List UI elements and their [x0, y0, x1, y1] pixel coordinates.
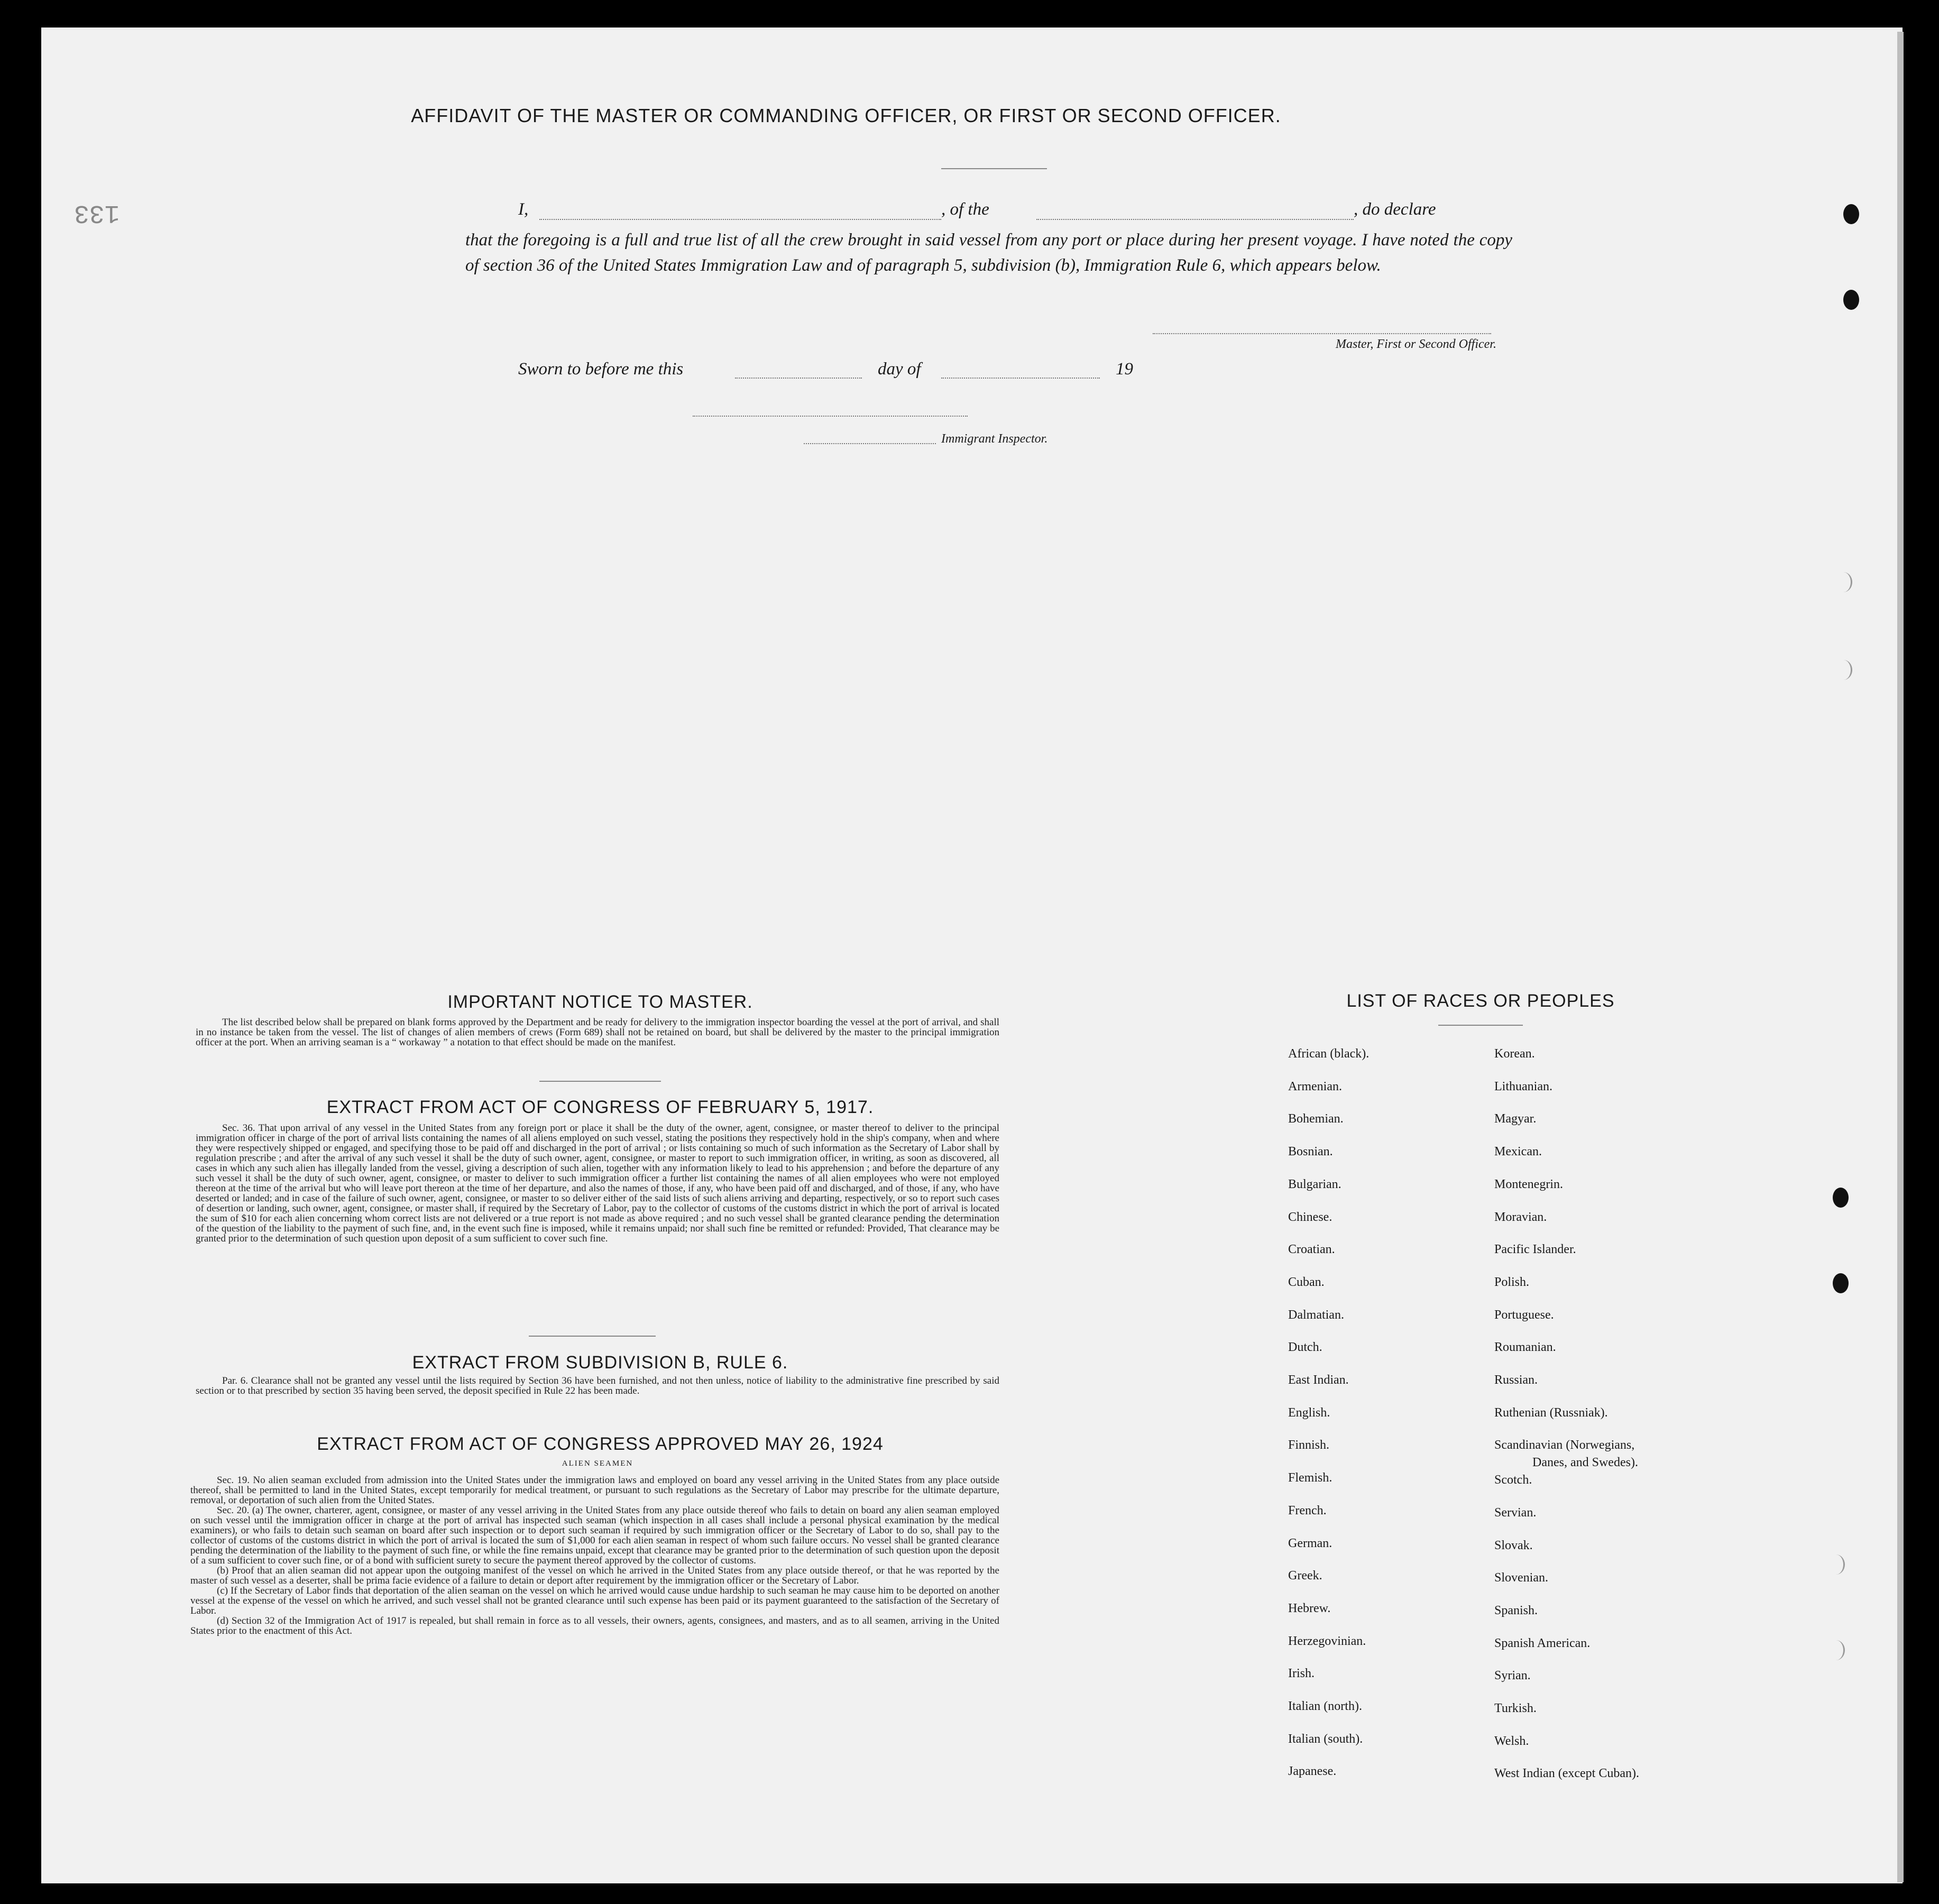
binder-hole-1	[1843, 204, 1859, 224]
binder-hole-3	[1835, 572, 1852, 592]
race-item: West Indian (except Cuban).	[1494, 1767, 1639, 1781]
race-item: Scandinavian (Norwegians,	[1494, 1438, 1635, 1452]
notice-paragraph: The list described below shall be prepared on blank forms approved by the Department and be ready for delivery to the immigration inspector boarding the vessel at the port of arrival, and shall in no instance be taken from the vessel. The list of changes of alien members of crews (Form 689) shall not be retained on board, but shall be delivered by the master to the principal immigration officer at the port. When an arriving seaman is a “ workaway ” a notation to that effect should be made on the manifest.	[196, 1017, 999, 1048]
race-item: Moravian.	[1494, 1210, 1547, 1224]
race-item: Polish.	[1494, 1275, 1530, 1289]
race-item: Italian (south).	[1288, 1732, 1363, 1746]
page-edge	[1897, 32, 1904, 1882]
race-item: Slovenian.	[1494, 1571, 1548, 1585]
notice-rule	[539, 1081, 661, 1082]
sworn-row	[518, 360, 1153, 385]
margin-number: 133	[74, 198, 120, 227]
extract-1917-rule	[529, 1336, 656, 1337]
race-item: Finnish.	[1288, 1438, 1330, 1452]
sec-20d-paragraph: (d) Section 32 of the Immigration Act of 1917 is repealed, but shall remain in force as to all vessels, their owners, agents, consignees, and masters, and as to all seamen, arriving in the United States prior to the enactment of this Act.	[190, 1615, 999, 1636]
binder-hole-4	[1835, 660, 1852, 680]
race-item: Pacific Islander.	[1494, 1243, 1576, 1257]
alien-seamen-subtitle: ALIEN SEAMEN	[562, 1459, 633, 1468]
inspector-caption: Immigrant Inspector.	[941, 432, 1048, 446]
race-item: Spanish.	[1494, 1603, 1538, 1617]
race-item: Syrian.	[1494, 1669, 1531, 1683]
race-item: Turkish.	[1494, 1701, 1537, 1715]
officer-signature-field[interactable]	[1153, 333, 1491, 334]
sworn-text: Sworn to before me this	[518, 360, 684, 379]
race-item: Italian (north).	[1288, 1699, 1362, 1713]
vessel-name-field[interactable]	[1036, 219, 1354, 220]
race-item: Slovak.	[1494, 1538, 1533, 1552]
sec-20c-paragraph: (c) If the Secretary of Labor finds that deportation of the alien seaman on the vessel on which he arrived would cause undue hardship to such seaman he may cause him to be deported on another vessel at the expense of the vessel on which he arrived, and such vessel shall not be granted clearance until such expense has been paid or its payment guaranteed to the satisfaction of the Secretary of Labor.	[190, 1585, 999, 1616]
sec-20a-paragraph: Sec. 20. (a) The owner, charterer, agent, consignee, or master of any vessel arriving in the United States from any place outside thereof who fails to detain on board any alien seaman employed on such vessel until the immigration officer in charge at the port of arrival has inspected such seaman (which inspection in all cases shall include a personal physical examination by the medical examiners), or who fails to detain such seaman on board after such inspection or to deport such seaman if required by such immigration officer or the Secretary of Labor to do so, shall pay to the collector of customs of the customs district in which the port of arrival is located the sum of $1,000 for each alien seaman in respect of whom such failure occurs. No vessel shall be granted clearance pending the determination of the liability to the payment of such fine, or while the fine remains unpaid, except that clearance may be granted prior to the determination of such question upon the deposit of a sum sufficient to cover such fine, or of a bond with sufficient surety to secure the payment thereof approved by the collector of customs.	[190, 1505, 999, 1566]
race-item: Flemish.	[1288, 1471, 1333, 1485]
race-item: Armenian.	[1288, 1079, 1342, 1093]
inspector-signature-field[interactable]	[804, 443, 936, 444]
race-item: Bohemian.	[1288, 1112, 1344, 1126]
race-item: Spanish American.	[1494, 1636, 1591, 1650]
affidavit-do-declare: , do declare	[1354, 200, 1436, 219]
affidavit-declaration-line	[476, 200, 1512, 225]
race-item: Dutch.	[1288, 1340, 1322, 1355]
race-item: Servian.	[1494, 1505, 1537, 1520]
affidavit-i: I,	[518, 200, 529, 219]
notice-text	[196, 1017, 999, 1047]
race-item: French.	[1288, 1503, 1327, 1517]
sworn-day-field[interactable]	[735, 378, 862, 379]
extract-1917-paragraph: Sec. 36. That upon arrival of any vessel in the United States from any foreign port or place it shall be the duty of the owner, agent, consignee, or master thereof to deliver to the principal immigration officer in charge of the port of arrival lists containing the names of all aliens employed on such vessel, stating the positions they respectively hold in the ship's company, when and where they were respectively shipped or engaged, and specifying those to be paid off and discharged in the port of arrival ; or lists containing so much of such information as the Secretary of Labor shall by regulation prescribe ; and after the arrival of any such vessel it shall be the duty of such owner, agent, consignee, or master to report to such immigration officer, in writing, as soon as discovered, all cases in which any such alien has illegally landed from the vessel, giving a description of such alien, together with any information likely to lead to his apprehension ; and before the departure of any such vessel it shall be the duty of such owner, agent, consignee, or master to deliver to such immigration officer a further list containing the names of all alien employees who were not employed thereon at the time of the arrival but who will leave port thereon at the time of her departure, and also the names of those, if any, who have been paid off and discharged, and of those, if any, who have deserted or landed; and in case of the failure of such owner, agent, consignee, or master to so deliver either of the said lists of such aliens arriving and departing, respectively, or so to report such cases of desertion or landing, such owner, agent, consignee, or master shall, if required by the Secretary of Labor, pay to the collector of customs of the customs district in which the port of arrival is located the sum of $10 for each alien concerning whom correct lists are not delivered or a true report is not made as above required ; and no such vessel shall be granted clearance pending the determination of the question of the liability to the payment of such fine, and, in the event such fine is imposed, while it remains unpaid; nor shall such fine be remitted or refunded: Provided, That clearance may be granted prior to the determination of such question upon deposit of a sum sufficient to cover such fine.	[196, 1123, 999, 1244]
race-item: East Indian.	[1288, 1373, 1349, 1387]
day-of-text: day of	[878, 360, 921, 379]
race-item: Chinese.	[1288, 1210, 1333, 1224]
race-item: Croatian.	[1288, 1243, 1335, 1257]
year-prefix: 19	[1116, 360, 1133, 379]
binder-hole-2	[1843, 290, 1859, 310]
race-item: Mexican.	[1494, 1145, 1542, 1159]
binder-hole-8	[1827, 1640, 1845, 1660]
race-item: Irish.	[1288, 1667, 1315, 1681]
race-item: Cuban.	[1288, 1275, 1325, 1289]
race-continuation: Danes, and Swedes).	[1532, 1456, 1638, 1469]
sec-19-paragraph: Sec. 19. No alien seaman excluded from admission into the United States under the immigration laws and employed on board any vessel arriving in the United States from any place outside thereof, shall be permitted to land in the United States, except temporarily for medical treatment, or pursuant to such regulations as the Secretary of Labor may prescribe for the ultimate departure, removal, or deportation of such alien from the United States.	[190, 1475, 999, 1506]
master-name-field[interactable]	[539, 219, 941, 220]
sworn-month-field[interactable]	[941, 378, 1100, 379]
race-item: Japanese.	[1288, 1764, 1337, 1779]
races-rule	[1438, 1025, 1523, 1026]
race-item: Greek.	[1288, 1569, 1322, 1583]
race-item: Russian.	[1494, 1373, 1538, 1387]
extract-1917-title: EXTRACT FROM ACT OF CONGRESS OF FEBRUARY 5, 1917.	[326, 1097, 874, 1117]
affidavit-title-rule	[941, 168, 1047, 169]
race-item: Korean.	[1494, 1047, 1535, 1061]
binder-hole-6	[1833, 1273, 1849, 1293]
extract-rule6-title: EXTRACT FROM SUBDIVISION B, RULE 6.	[412, 1353, 788, 1373]
extract-1924-text	[190, 1475, 999, 1636]
race-item: Portuguese.	[1494, 1308, 1554, 1322]
race-item: English.	[1288, 1405, 1330, 1420]
race-item: Montenegrin.	[1494, 1177, 1563, 1191]
race-item: African (black).	[1288, 1047, 1370, 1061]
affidavit-title: AFFIDAVIT OF THE MASTER OR COMMANDING OFFICER, OR FIRST OR SECOND OFFICER.	[411, 105, 1281, 126]
race-item: German.	[1288, 1536, 1333, 1550]
race-item: Ruthenian (Russniak).	[1494, 1405, 1608, 1420]
extract-1917-text	[196, 1123, 999, 1244]
race-item: Bosnian.	[1288, 1145, 1333, 1159]
race-item: Magyar.	[1494, 1112, 1537, 1126]
sec-20b-paragraph: (b) Proof that an alien seaman did not appear upon the outgoing manifest of the vessel on which he arrived in the United States from any place outside thereof, or that he was reported by the master of such vessel as a deserter, shall be prima facie evidence of a failure to detain or deport after requirement by the immigration officer or the Secretary of Labor.	[190, 1565, 999, 1586]
race-item: Welsh.	[1494, 1734, 1529, 1748]
extract-rule6-paragraph: Par. 6. Clearance shall not be granted any vessel until the lists required by Section 36 have been furnished, and not then unless, notice of liability to the administrative fine prescribed by said section or to that prescribed by section 35 having been served, the deposit specified in Rule 22 has been made.	[196, 1375, 999, 1396]
race-item: Herzegovinian.	[1288, 1634, 1366, 1648]
notice-title: IMPORTANT NOTICE TO MASTER.	[447, 992, 753, 1012]
signature-caption: Master, First or Second Officer.	[1336, 337, 1496, 351]
binder-hole-7	[1827, 1555, 1845, 1575]
affidavit-of-the: , of the	[941, 200, 989, 219]
race-item: Bulgarian.	[1288, 1177, 1341, 1191]
race-item: Hebrew.	[1288, 1601, 1331, 1615]
inspector-signature-top-field[interactable]	[693, 416, 968, 417]
race-item: Scotch.	[1494, 1473, 1532, 1487]
binder-hole-5	[1833, 1188, 1849, 1208]
extract-1924-title: EXTRACT FROM ACT OF CONGRESS APPROVED MAY 26, 1924	[317, 1434, 884, 1454]
race-item: Lithuanian.	[1494, 1079, 1552, 1093]
affidavit-body: that the foregoing is a full and true list of all the crew brought in said vessel from any port or place during her present voyage. I have noted the copy of section 36 of the United States Immigration Law and of paragraph 5, subdivision (b), Immigration Rule 6, which appears below.	[465, 231, 1512, 275]
race-item: Roumanian.	[1494, 1340, 1556, 1355]
extract-rule6-text	[196, 1376, 999, 1396]
races-title: LIST OF RACES OR PEOPLES	[1346, 991, 1615, 1011]
race-item: Dalmatian.	[1288, 1308, 1344, 1322]
